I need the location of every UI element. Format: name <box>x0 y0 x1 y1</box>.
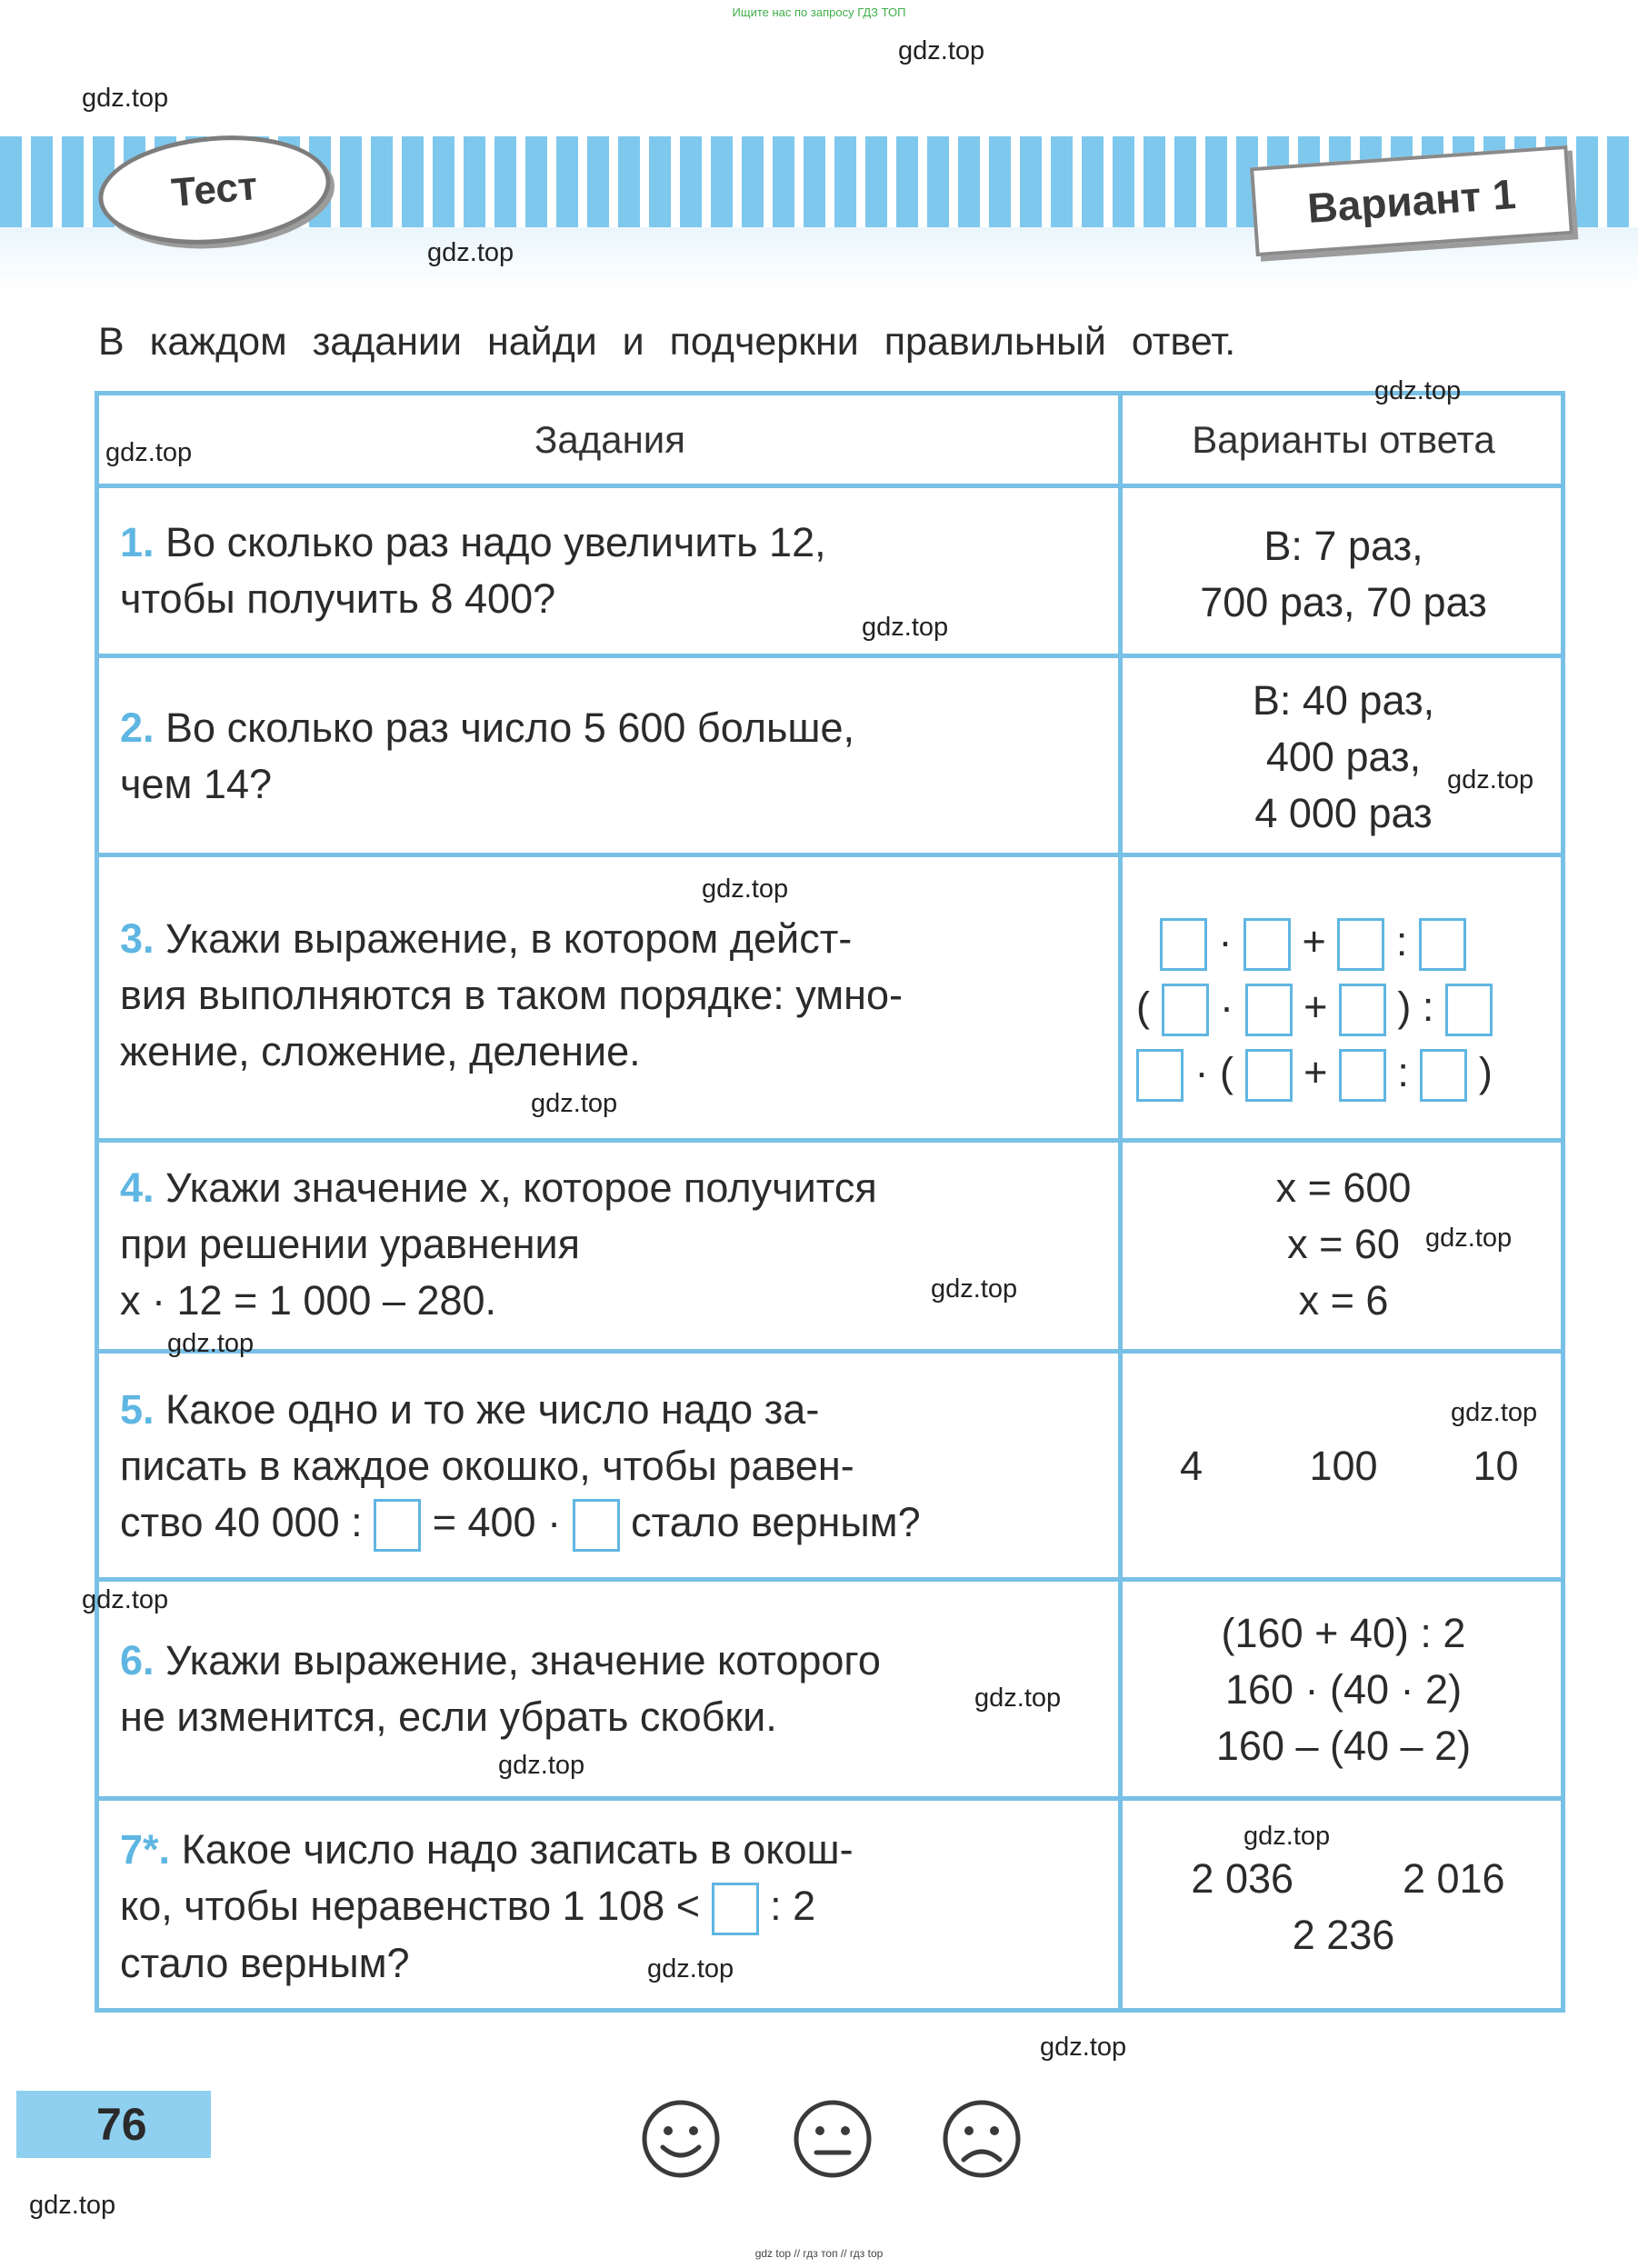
watermark: gdz.top <box>531 1089 618 1118</box>
operator: · <box>1194 1049 1209 1095</box>
blank-box <box>573 1499 620 1552</box>
variant-badge-label: Вариант 1 <box>1305 170 1518 232</box>
task-2 <box>120 700 1102 813</box>
answer-option: 2 036 <box>1191 1855 1294 1902</box>
top-note: Ищите нас по запросу ГДЗ ТОП <box>732 5 906 19</box>
operator: + <box>1302 918 1326 964</box>
watermark: gdz.top <box>82 84 169 113</box>
task-text: стало верным? <box>631 1499 921 1545</box>
instruction: В каждом задании найди и подчеркни правильный ответ. <box>98 320 1236 364</box>
task-text: x · 12 = 1 000 – 280. <box>120 1277 497 1324</box>
task-text: не изменится, если убрать скобки. <box>120 1694 777 1740</box>
blank-box <box>1339 984 1386 1036</box>
task-text: чем 14? <box>120 761 272 807</box>
task-number: 5. <box>120 1386 155 1433</box>
task-text: ство 40 000 : <box>120 1499 363 1545</box>
operator: · <box>1220 984 1234 1030</box>
answer-option: 700 раз, 70 раз <box>1200 579 1487 625</box>
operator: : <box>1422 984 1434 1030</box>
answers-2 <box>1122 673 1565 842</box>
answers-6 <box>1122 1605 1565 1774</box>
paren: ) <box>1397 984 1412 1030</box>
task-number: 6. <box>120 1637 155 1684</box>
answer-option: x = 6 <box>1298 1277 1389 1324</box>
answers-5 <box>1122 1438 1565 1494</box>
blank-box <box>1420 1049 1467 1102</box>
blank-box <box>1445 984 1493 1036</box>
watermark: gdz.top <box>82 1585 169 1614</box>
blank-box <box>712 1883 759 1935</box>
row-divider <box>95 1796 1565 1801</box>
operator: + <box>1303 984 1328 1030</box>
task-7 <box>120 1822 1102 1992</box>
task-5 <box>120 1382 1102 1552</box>
blank-box <box>1339 1049 1386 1102</box>
answer-option: 4 000 раз <box>1254 790 1433 836</box>
answer-option: 160 – (40 – 2) <box>1215 1723 1472 1769</box>
watermark: gdz.top <box>1374 376 1462 405</box>
row-divider <box>95 1138 1565 1143</box>
blank-box <box>1245 1049 1293 1102</box>
task-text: чтобы получить 8 400? <box>120 575 556 622</box>
task-text: Во сколько раз число 5 600 больше, <box>165 704 855 751</box>
row-divider <box>95 853 1565 857</box>
task-number: 4. <box>120 1164 155 1211</box>
watermark: gdz.top <box>1451 1398 1538 1427</box>
answer-option: 400 раз, <box>1265 734 1422 780</box>
watermark: gdz.top <box>1425 1224 1513 1253</box>
happy-face-icon <box>640 2098 722 2180</box>
blank-box <box>1136 1049 1184 1102</box>
watermark: gdz.top <box>29 2191 116 2220</box>
row-divider <box>95 1577 1565 1582</box>
blank-box <box>1243 918 1291 971</box>
watermark: gdz.top <box>898 36 985 65</box>
answer-option: 2 016 <box>1402 1855 1505 1902</box>
answer-option: 160 · (40 · 2) <box>1224 1666 1463 1713</box>
blank-box <box>1419 918 1466 971</box>
neutral-face-icon <box>792 2098 874 2180</box>
answer-option: (160 + 40) : 2 <box>1221 1610 1466 1656</box>
watermark: gdz.top <box>1447 765 1534 794</box>
table-border-bottom <box>95 2008 1565 2013</box>
answer-option: 2 236 <box>1292 1912 1395 1958</box>
watermark: gdz.top <box>427 238 514 267</box>
task-text: Укажи выражение, в котором дейст- <box>165 915 853 962</box>
header-tasks: Задания <box>534 418 685 461</box>
operator: : <box>1395 918 1408 964</box>
header-answers: Варианты ответа <box>1192 418 1495 461</box>
task-number: 3. <box>120 915 155 962</box>
task-text: при решении уравнения <box>120 1221 581 1267</box>
watermark: gdz.top <box>974 1684 1062 1713</box>
operator: : <box>1397 1049 1409 1095</box>
answers-7 <box>1122 1851 1565 1963</box>
watermark: gdz.top <box>105 438 193 467</box>
table-border-top <box>95 391 1565 395</box>
operator: · <box>1218 918 1233 964</box>
task-number: 7*. <box>120 1826 171 1873</box>
bottom-note: gdz top // гдз топ // гдз top <box>754 2247 884 2260</box>
answer-option: 10 <box>1473 1443 1519 1489</box>
watermark: gdz.top <box>647 1954 734 1983</box>
task-text: вия выполняются в таком порядке: умно- <box>120 972 904 1018</box>
task-text: жение, сложение, деление. <box>120 1028 641 1074</box>
task-text: Укажи выражение, значение которого <box>165 1637 881 1684</box>
task-3 <box>120 911 1102 1080</box>
page-number: 76 <box>96 2099 147 2150</box>
row-divider <box>95 654 1565 658</box>
task-text: : 2 <box>770 1883 816 1929</box>
watermark: gdz.top <box>1243 1822 1331 1851</box>
task-6 <box>120 1633 1102 1745</box>
task-text: Укажи значение x, которое получится <box>165 1164 877 1211</box>
answer-option: 100 <box>1309 1443 1378 1489</box>
answer-option: x = 600 <box>1275 1164 1412 1211</box>
expression-option-2 <box>1136 974 1554 1040</box>
answer-option: 4 <box>1179 1443 1203 1489</box>
expression-option-3 <box>1136 1040 1554 1105</box>
expression-option-1 <box>1136 909 1554 974</box>
blank-box <box>1337 918 1384 971</box>
watermark: gdz.top <box>167 1329 255 1358</box>
task-text: стало верным? <box>120 1940 410 1987</box>
blank-box <box>1245 984 1293 1036</box>
task-text: = 400 · <box>432 1499 562 1545</box>
test-badge-label: Тест <box>169 163 260 216</box>
paren: ) <box>1478 1049 1493 1095</box>
answers-1 <box>1122 518 1565 631</box>
row-divider <box>95 484 1565 488</box>
task-text: Во сколько раз надо увеличить 12, <box>165 519 826 565</box>
task-text: Какое число надо записать в окош- <box>181 1826 854 1873</box>
blank-box <box>1160 918 1207 971</box>
task-text: Какое одно и то же число надо за- <box>165 1386 820 1433</box>
task-text: писать в каждое окошко, чтобы равен- <box>120 1443 854 1489</box>
task-1 <box>120 515 1102 627</box>
watermark: gdz.top <box>702 874 789 904</box>
answer-option: В: 40 раз, <box>1252 677 1435 724</box>
table-border-left <box>95 391 99 2013</box>
answer-option: В: 7 раз, <box>1263 523 1423 569</box>
watermark: gdz.top <box>931 1274 1018 1304</box>
paren: ( <box>1220 1049 1234 1095</box>
task-text: ко, чтобы неравенство 1 108 < <box>120 1883 701 1929</box>
watermark: gdz.top <box>1040 2033 1127 2062</box>
answer-option: x = 60 <box>1287 1221 1400 1267</box>
blank-box <box>374 1499 421 1552</box>
watermark: gdz.top <box>862 613 949 642</box>
row-divider <box>95 1349 1565 1354</box>
paren: ( <box>1136 984 1150 1030</box>
answers-3 <box>1136 909 1554 1105</box>
task-number: 2. <box>120 704 155 751</box>
blank-box <box>1162 984 1209 1036</box>
task-number: 1. <box>120 519 155 565</box>
watermark: gdz.top <box>498 1751 585 1780</box>
operator: + <box>1303 1049 1328 1095</box>
sad-face-icon <box>941 2098 1023 2180</box>
page-number-tab <box>16 2091 211 2158</box>
